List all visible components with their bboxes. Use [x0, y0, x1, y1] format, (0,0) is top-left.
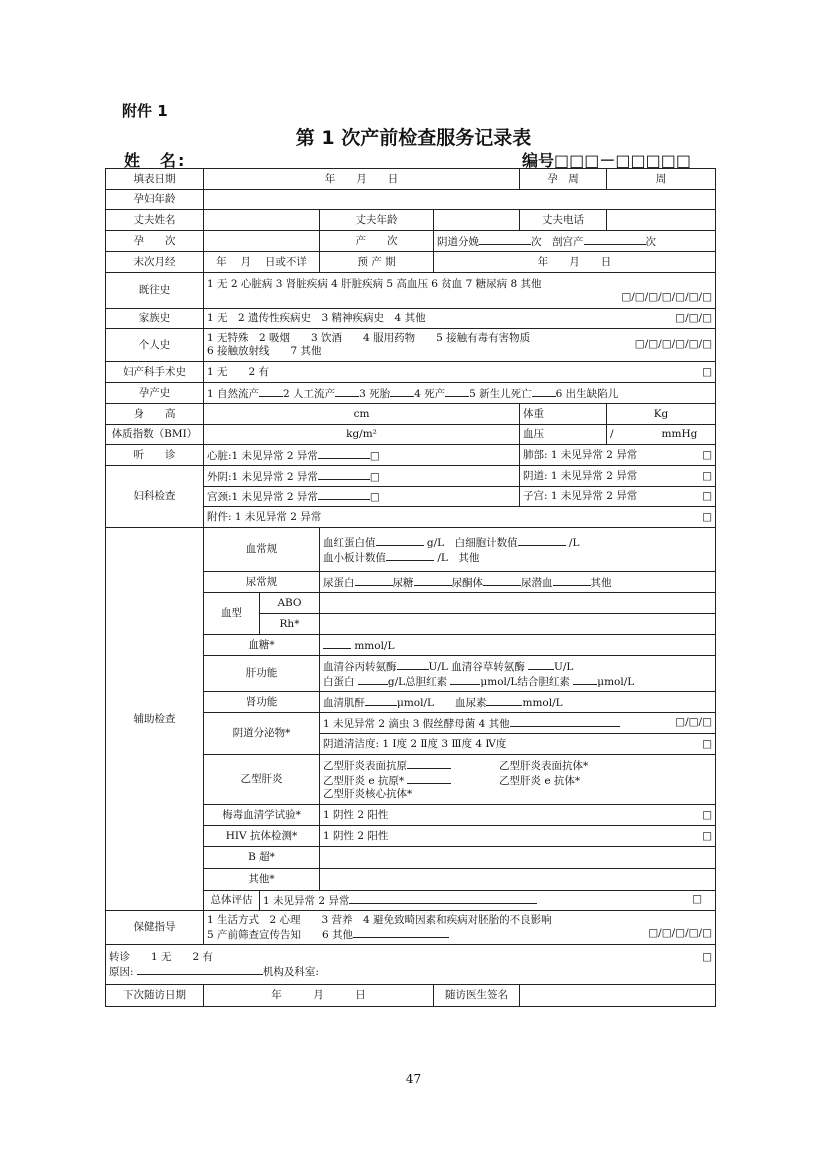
abortion-label: 1 自然流产	[207, 387, 260, 400]
guidance-label: 保健指导	[106, 911, 204, 945]
vagina-options: 阴道: 1 未见异常 2 异常	[523, 469, 638, 482]
auscultation-label: 听 诊	[106, 445, 204, 466]
syphilis-label: 梅毒血清学试验*	[204, 805, 320, 826]
hb-unit: g/L	[426, 536, 445, 549]
row-referral	[106, 945, 716, 985]
bp-unit: mmHg	[661, 428, 698, 440]
tbil-label: 总胆红素	[405, 675, 448, 688]
adnexa-field[interactable]	[204, 507, 716, 528]
heart-checkbox[interactable]: □	[369, 449, 380, 462]
lmp-label: 末次月经	[106, 252, 204, 273]
page-number: 47	[405, 1072, 422, 1086]
bp-label: 血压	[520, 425, 607, 445]
dbil-unit: μmol/L	[597, 675, 635, 688]
lung-options: 肺部: 1 未见异常 2 异常	[523, 448, 638, 461]
guidance-options-1: 1 生活方式 2 心理 3 营养 4 避免致畸因素和疾病对胚胎的不良影响	[207, 913, 552, 926]
husband-name-label: 丈夫姓名	[106, 210, 204, 231]
guidance-options-2: 5 产前筛查宣传告知 6 其他	[207, 928, 354, 941]
vaginal-delivery-label: 阴道分娩	[437, 235, 479, 248]
row-history	[106, 273, 716, 309]
personal-field[interactable]	[204, 329, 716, 362]
abo-label: ABO	[260, 593, 320, 614]
surgery-checkbox[interactable]: □	[702, 365, 712, 378]
husband-age-label: 丈夫年龄	[320, 210, 434, 231]
weight-field[interactable]: Kg	[607, 404, 716, 425]
personal-options-2: 6 接触放射线 7 其他	[207, 345, 322, 357]
bmi-field[interactable]: kg/m²	[204, 425, 520, 445]
gravida-field[interactable]	[204, 231, 320, 252]
number-label: 编号□□□－□□□□□	[522, 151, 691, 170]
bun-label: 血尿素	[454, 696, 487, 709]
overall-options: 1 未见异常 2 异常	[263, 895, 350, 907]
referral-checkbox[interactable]: □	[702, 950, 712, 963]
history-checkboxes[interactable]: □/□/□/□/□/□/□	[621, 290, 712, 303]
row-bmi	[106, 425, 716, 445]
birth-defect-label: 6 出生缺陷儿	[555, 387, 619, 400]
hbsag-label: 乙型肝炎表面抗原	[323, 760, 407, 772]
fill-date-field[interactable]: 年 月 日	[204, 169, 520, 190]
cervix-field[interactable]	[204, 487, 520, 507]
gravida-label: 孕 次	[106, 231, 204, 252]
liver-field[interactable]	[320, 656, 716, 692]
vaginal-cleanliness-options: 阴道清洁度: 1 Ⅰ度 2 Ⅱ度 3 Ⅲ度 4 Ⅳ度	[323, 737, 507, 750]
guidance-checkboxes[interactable]: □/□/□/□/□	[648, 926, 712, 939]
cervix-checkbox[interactable]: □	[369, 491, 380, 503]
personal-label: 个人史	[106, 329, 204, 362]
neonatal-death-label: 5 新生儿死亡	[469, 387, 532, 400]
husband-phone-label: 丈夫电话	[520, 210, 607, 231]
syphilis-field[interactable]	[320, 805, 716, 826]
vagina-field[interactable]	[520, 466, 716, 487]
hbsab-label: 乙型肝炎表面抗体*	[499, 760, 589, 772]
abo-field[interactable]	[320, 593, 716, 614]
gest-week-field[interactable]: 周	[607, 169, 716, 190]
plt-unit: /L 其他	[437, 551, 480, 564]
adnexa-options: 附件: 1 未见异常 2 异常	[207, 510, 322, 523]
hepb-label: 乙型肝炎	[204, 755, 320, 805]
alb-label: 白蛋白	[323, 675, 355, 688]
history-options: 1 无 2 心脏病 3 肾脏疾病 4 肝脏疾病 5 高血压 6 贫血 7 糖尿病 8 其他	[207, 277, 542, 290]
personal-options-1: 1 无特殊 2 吸烟 3 饮酒 4 服用药物 5 接触有毒有害物质	[207, 332, 531, 344]
rh-field[interactable]	[320, 614, 716, 635]
lmp-field[interactable]: 年 月 日或不详	[204, 252, 320, 273]
hiv-label: HIV 抗体检测*	[204, 826, 320, 847]
row-pregnancy	[106, 231, 716, 252]
creatinine-label: 血清肌酐	[323, 696, 365, 709]
syphilis-options: 1 阴性 2 阳性	[323, 808, 389, 821]
record-form-table	[105, 168, 716, 1007]
height-label: 身 高	[106, 404, 204, 425]
creatinine-unit: μmol/L	[397, 696, 434, 709]
lung-checkbox[interactable]: □	[702, 448, 712, 461]
age-label: 孕妇年龄	[106, 190, 204, 210]
husband-age-field[interactable]	[434, 210, 520, 231]
cervix-options: 宫颈:1 未见异常 2 异常	[207, 491, 318, 503]
referral-field[interactable]	[106, 945, 716, 985]
gyn-label: 妇科检查	[106, 466, 204, 528]
hbeab-label: 乙型肝炎 e 抗体*	[499, 775, 581, 787]
surgery-options: 1 无 2 有	[207, 365, 270, 378]
vulva-checkbox[interactable]: □	[369, 470, 380, 483]
row-fill-date	[106, 169, 716, 190]
referral-reason-label: 原因:	[109, 965, 134, 978]
doctor-sign-label: 随访医生签名	[434, 985, 520, 1007]
row-surgery	[106, 362, 716, 383]
husband-phone-field[interactable]	[607, 210, 716, 231]
page-title: 第 1 次产前检查服务记录表	[295, 127, 532, 149]
liver-label: 肝功能	[204, 656, 320, 692]
plt-label: 血小板计数值	[323, 551, 386, 564]
bus-field[interactable]	[320, 847, 716, 869]
surgery-label: 妇产科手术史	[106, 362, 204, 383]
vaginal-cleanliness-field[interactable]	[320, 734, 716, 755]
aux-other-field[interactable]	[320, 869, 716, 891]
wbc-unit: /L	[568, 536, 580, 549]
bp-field[interactable]	[607, 425, 716, 445]
alt-label: 血清谷丙转氨酶	[323, 660, 397, 673]
overall-field[interactable]	[260, 891, 716, 911]
name-label: 姓 名:	[124, 151, 187, 170]
stillbirth-label: 3 死胎	[359, 387, 391, 400]
bus-label: B 超*	[204, 847, 320, 869]
fill-date-label: 填表日期	[106, 169, 204, 190]
urine-protein-label: 尿蛋白	[323, 576, 355, 589]
alb-unit: g/L	[387, 675, 406, 688]
alt-unit: U/L	[428, 660, 448, 673]
family-field[interactable]	[204, 309, 716, 329]
edd-label: 预 产 期	[320, 252, 434, 273]
hbcab-label: 乙型肝炎核心抗体*	[323, 788, 413, 800]
next-visit-field[interactable]: 年 月 日	[204, 985, 434, 1007]
glucose-unit: mmol/L	[354, 639, 395, 652]
aux-other-label: 其他*	[204, 869, 320, 891]
bun-unit: mmol/L	[522, 696, 563, 709]
blood-routine-field[interactable]	[320, 528, 716, 572]
vaginal-secretion-label: 阴道分泌物*	[204, 713, 320, 755]
family-options: 1 无 2 遗传性疾病史 3 精神疾病史 4 其他	[207, 312, 426, 324]
glucose-label: 血糖*	[204, 635, 320, 656]
urine-blood-label: 尿潜血	[521, 576, 553, 589]
aux-label: 辅助检查	[106, 528, 204, 911]
overall-label: 总体评估	[204, 891, 260, 911]
ast-unit: U/L	[554, 660, 574, 673]
row-height	[106, 404, 716, 425]
edd-field[interactable]: 年 月 日	[434, 252, 716, 273]
hiv-options: 1 阴性 2 阳性	[323, 829, 389, 842]
lung-field[interactable]	[520, 445, 716, 466]
ast-label: 血清谷草转氨酶	[451, 660, 525, 673]
row-obstetric	[106, 383, 716, 404]
induced-abortion-label: 2 人工流产	[283, 387, 336, 400]
urine-field[interactable]	[320, 572, 716, 593]
glucose-field[interactable]	[320, 635, 716, 656]
hb-label: 血红蛋白值	[323, 536, 376, 549]
family-label: 家族史	[106, 309, 204, 329]
row-family	[106, 309, 716, 329]
attachment-label: 附件 1	[122, 102, 168, 120]
obstetric-field[interactable]	[204, 383, 716, 404]
kidney-label: 肾功能	[204, 692, 320, 713]
syphilis-checkbox[interactable]: □	[702, 808, 712, 821]
row-personal	[106, 329, 716, 362]
vulva-field[interactable]	[204, 466, 520, 487]
uterus-field[interactable]	[520, 487, 716, 507]
gest-week-label: 孕 周	[520, 169, 607, 190]
row-blood-routine	[106, 528, 716, 572]
unit: 次	[645, 235, 656, 248]
urine-label: 尿常规	[204, 572, 320, 593]
doctor-sign-field[interactable]	[520, 985, 716, 1007]
referral-org-label: 机构及科室:	[262, 965, 319, 978]
uterus-options: 子宫: 1 未见异常 2 异常	[523, 490, 638, 502]
vaginal-secretion-field[interactable]	[320, 713, 716, 734]
hepb-field[interactable]	[320, 755, 716, 805]
hiv-field[interactable]	[320, 826, 716, 847]
tbil-unit: μmol/L	[480, 675, 518, 688]
unit: 次	[531, 235, 542, 248]
family-checkboxes[interactable]: □/□/□	[675, 312, 712, 324]
history-field[interactable]	[204, 273, 716, 309]
delivery-field[interactable]	[434, 231, 716, 252]
husband-name-field[interactable]	[204, 210, 320, 231]
heart-options: 心脏:1 未见异常 2 异常	[207, 449, 318, 462]
uterus-checkbox[interactable]: □	[702, 490, 712, 502]
weight-label: 体重	[520, 404, 607, 425]
vaginal-secretion-checkboxes[interactable]: □/□/□	[675, 715, 712, 728]
heart-field[interactable]	[204, 445, 520, 466]
obstetric-label: 孕产史	[106, 383, 204, 404]
rh-label: Rh*	[260, 614, 320, 635]
cesarean-label: 剖宫产	[552, 235, 584, 248]
referral-options: 转诊 1 无 2 有	[109, 950, 214, 963]
next-visit-label: 下次随访日期	[106, 985, 204, 1007]
vulva-options: 外阴:1 未见异常 2 异常	[207, 470, 318, 483]
urine-glucose-label: 尿糖	[392, 576, 414, 589]
dbil-label: 结合胆红素	[517, 675, 570, 688]
adnexa-checkbox[interactable]: □	[702, 510, 712, 523]
age-field[interactable]	[204, 190, 716, 210]
bmi-label: 体质指数（BMI）	[106, 425, 204, 445]
row-gyn-1	[106, 466, 716, 487]
history-label: 既往史	[106, 273, 204, 309]
guidance-field[interactable]	[204, 911, 716, 945]
urine-other-label: 其他	[590, 576, 612, 589]
vaginal-cleanliness-checkbox[interactable]: □	[702, 737, 712, 750]
row-guidance	[106, 911, 716, 945]
hbeag-label: 乙型肝炎 e 抗原*	[323, 775, 405, 787]
row-husband	[106, 210, 716, 231]
hiv-checkbox[interactable]: □	[702, 829, 712, 842]
row-auscultation	[106, 445, 716, 466]
para-label: 产 次	[320, 231, 434, 252]
blood-routine-label: 血常规	[204, 528, 320, 572]
stillborn-label: 4 死产	[414, 387, 446, 400]
bp-separator: /	[610, 428, 614, 440]
personal-checkboxes[interactable]: □/□/□/□/□/□	[634, 338, 712, 350]
blood-type-label: 血型	[204, 593, 260, 635]
kidney-field[interactable]	[320, 692, 716, 713]
height-field[interactable]: cm	[204, 404, 520, 425]
surgery-field[interactable]	[204, 362, 716, 383]
vagina-checkbox[interactable]: □	[702, 469, 712, 482]
row-next-visit	[106, 985, 716, 1007]
overall-checkbox[interactable]: □	[692, 893, 702, 905]
row-age	[106, 190, 716, 210]
row-lmp	[106, 252, 716, 273]
vaginal-secretion-options: 1 未见异常 2 滴虫 3 假丝酵母菌 4 其他	[323, 717, 510, 730]
wbc-label: 白细胞计数值	[454, 536, 518, 549]
urine-ketone-label: 尿酮体	[451, 576, 483, 589]
